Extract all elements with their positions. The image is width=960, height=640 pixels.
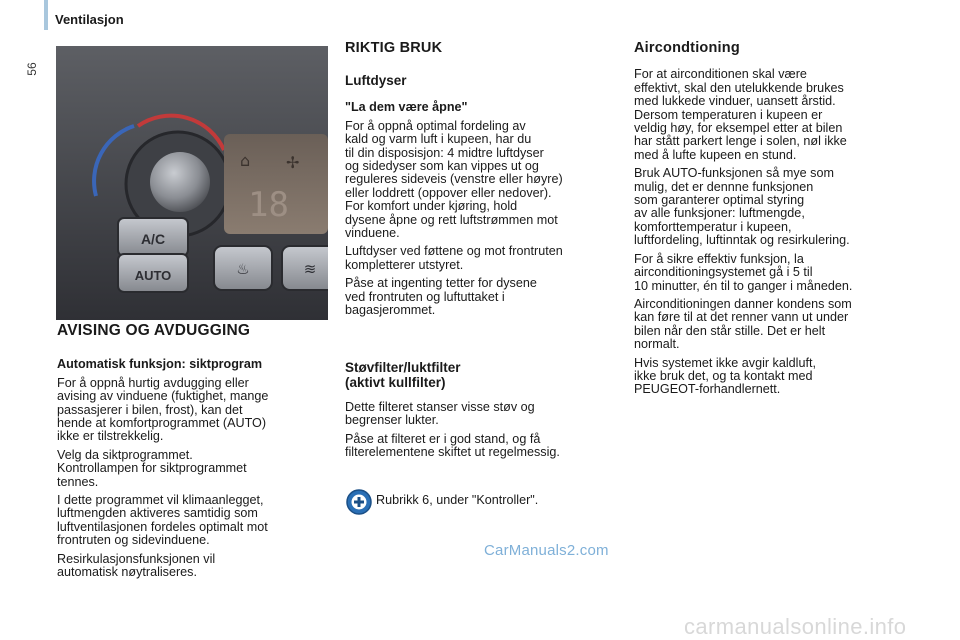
riktig-bruk-section xyxy=(345,42,620,323)
aircondition-section xyxy=(634,42,909,402)
aircondition-paragraph-3: For å sikre effektiv funksjon, la airconditioningsystemet gå i 5 til 10 minutter, én til to ganger i måneden. xyxy=(634,251,853,293)
aircondition-paragraph-4: Airconditioningen danner kondens som kan føre til at det renner vann ut under bilen når den står stille. Det er helt normalt. xyxy=(634,296,852,352)
avising-subheading: Automatisk funksjon: siktprogram xyxy=(57,357,263,372)
luftdyser-paragraph-3: Påse at ingenting tetter for dysene ved frontruten og luftuttaket i bagasjerommet. xyxy=(345,276,537,318)
luftdyser-quote: "La dem være åpne" xyxy=(345,100,468,115)
reference-text: Rubrikk 6, under "Kontroller". xyxy=(376,493,539,507)
plus-reference-icon xyxy=(346,489,372,515)
watermark-carmanuals: CarManuals2.com xyxy=(484,542,609,559)
svg-text:18: 18 xyxy=(248,185,289,225)
avising-paragraph-3: I dette programmet vil klimaanlegget, luftmengden aktiveres samtidig som luftventilasjonen fordeles optimalt mot frontruten og sidevinduene. xyxy=(57,493,268,548)
watermark-bottom: carmanualsonline.info xyxy=(684,614,907,639)
aircondition-paragraph-5: Hvis systemet ikke avgir kaldluft, ikke bruk det, og ta kontakt med PEUGEOT-forhandlernett. xyxy=(634,355,816,397)
filter-paragraph-1: Dette filteret stanser visse støv og begrenser lukter. xyxy=(345,400,535,428)
filter-heading: Støvfilter/luktfilter (aktivt kullfilter) xyxy=(345,360,461,390)
filter-section xyxy=(345,360,620,465)
luftdyser-heading: Luftdyser xyxy=(345,73,407,89)
svg-text:A/C: A/C xyxy=(140,231,166,247)
svg-text:♨: ♨ xyxy=(236,260,250,278)
svg-text:≋: ≋ xyxy=(303,260,317,278)
aircondition-heading: Aircondtioning xyxy=(634,40,740,56)
svg-text:⌂: ⌂ xyxy=(240,151,251,170)
aircondition-paragraph-2: Bruk AUTO-funksjonen så mye som mulig, det er dennne funksjonen som garanterer optimal styring av alle funksjoner: luftmengde, komforttemperatur i kupeen, luftfordeling, luftinntak og resirkulering. xyxy=(634,166,850,248)
avising-paragraph-4: Resirkulasjonsfunksjonen vil automatisk nøytraliseres. xyxy=(57,551,216,580)
aircondition-paragraph-1: For at airconditionen skal være effektivt, skal den utelukkende brukes med lukkede vinduer, uansett årstid. Dersom temperaturen i kupeen er veldig høy, for eksempel etter at bilen har stått parkert lenge i solen, nøl ikke med å lufte kupeen en stund. xyxy=(634,67,847,162)
page-number: 56 xyxy=(25,62,39,76)
riktig-bruk-heading: RIKTIG BRUK xyxy=(345,40,443,56)
avising-paragraph-1: For å oppnå hurtig avdugging eller avising av vinduene (fuktighet, mange passasjerer i bilen, frost), kan det hende at komfortprogrammet (AUTO) ikke er tilstrekkelig. xyxy=(57,375,269,444)
temperature-knob xyxy=(150,152,210,212)
svg-text:✢: ✢ xyxy=(286,153,300,172)
svg-text:AUTO: AUTO xyxy=(134,268,172,283)
avising-paragraph-2: Velg da siktprogrammet. Kontrollampen for siktprogrammet tennes. xyxy=(57,447,247,489)
filter-paragraph-2: Påse at filteret er i god stand, og få filterelementene skiftet ut regelmessig. xyxy=(345,431,560,460)
luftdyser-paragraph-2: Luftdyser ved føttene og mot frontruten kompletterer utstyret. xyxy=(345,244,563,272)
section-title: Ventilasjon xyxy=(55,12,124,27)
avising-section xyxy=(57,324,329,585)
margin-bar xyxy=(44,0,48,30)
luftdyser-paragraph-1: For å oppnå optimal fordeling av kald og varm luft i kupeen, har du til din disposisjon: 4 midtre luftdyser og sidedyser som kan vippes ut og reguleres sideveis (venstre eller høyre) eller loddrett (oppover eller nedover). For komfort under kjøring, hold dysene åpne og rett luftstrømmen mot vinduene. xyxy=(345,118,563,241)
climate-panel-photo xyxy=(56,46,328,320)
avising-heading: AVISING OG AVDUGGING xyxy=(57,322,251,339)
